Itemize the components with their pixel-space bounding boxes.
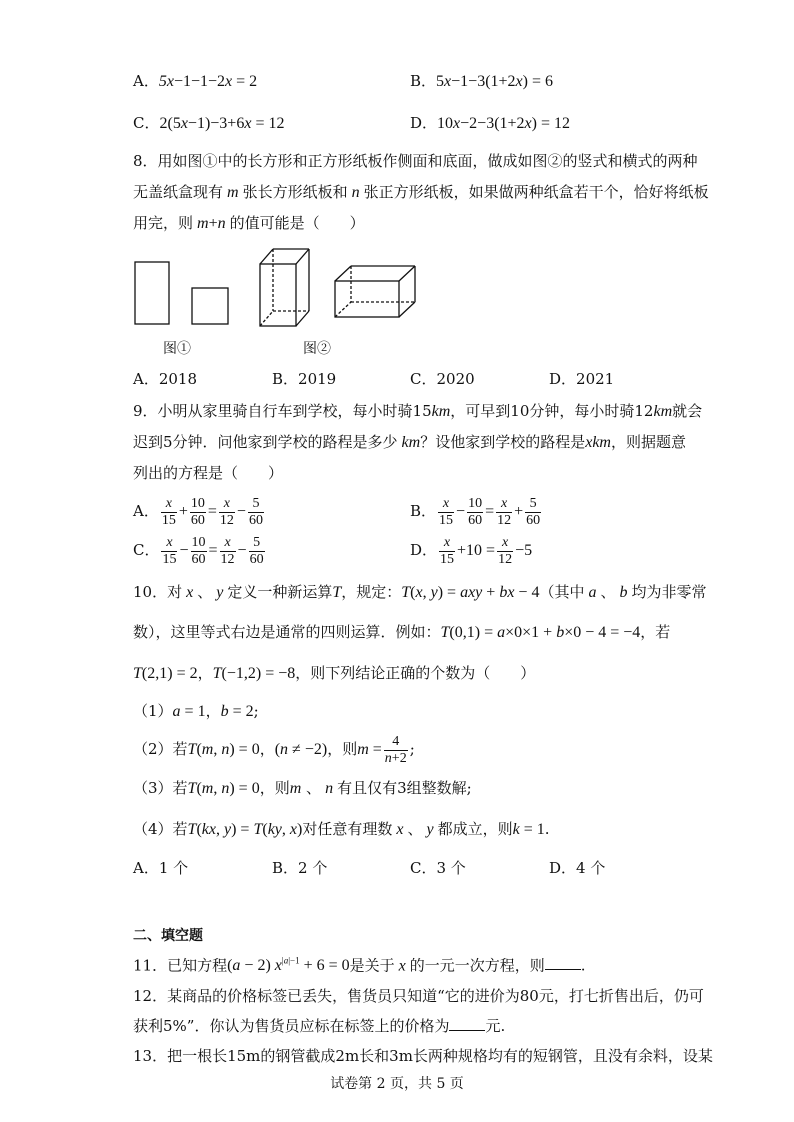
vertical-box (260, 249, 309, 326)
answer-blank[interactable] (545, 955, 581, 970)
q7-option-b: B．5x−1−3(1+2x) = 6 (410, 72, 554, 90)
q7-option-d: D．10x−2−3(1+2x) = 12 (410, 114, 571, 132)
q10-option-b: B．2 个 (272, 859, 328, 877)
rectangle-card (135, 262, 169, 324)
q10-line2: 数），这里等式右边是通常的四则运算．例如：T(0,1) = a×0×1 + b×0 − 4 = −4，若 (133, 623, 671, 641)
answer-blank[interactable] (449, 1016, 485, 1031)
q9-line3: 列出的方程是（ ） (133, 464, 284, 482)
q13-line1: 13．把一根长15m的钢管截成2m长和3m长两种规格均有的短钢管，且没有余料，设某 (133, 1047, 713, 1065)
q8-option-c: C．2020 (410, 370, 475, 388)
q7-option-c: C．2(5x−1)−3+6x = 12 (133, 114, 285, 132)
q8-line3: 用完，则 m+n 的值可能是（ ） (133, 214, 365, 232)
q10-option-c: C．3 个 (410, 859, 466, 877)
q11: 11．已知方程(a − 2) $x^{|a|-1} + 6 = 0$是关于 x 的一元一次方程，则 . (133, 956, 586, 975)
fig1-label: 图① (163, 341, 191, 357)
page-footer: 试卷第 2 页，共 5 页 (330, 1076, 464, 1092)
q7-option-a: A．5x−1−1−2x = 2 (133, 72, 258, 90)
q8-option-d: D．2021 (549, 370, 615, 388)
q10-option-a: A．1 个 (133, 859, 189, 877)
q9-option-c: C． $\frac{x}{15}$ − $\frac{10}{60}$ = $\frac{x}{12}$ − $\frac{5}{60}$ (133, 534, 264, 567)
section-heading: 二、填空题 (133, 928, 203, 944)
q12-line2: 获利5%”．你认为售货员应标在标签上的价格为 元. (133, 1017, 506, 1035)
horizontal-box (335, 266, 415, 317)
q9-line1: 9．小明从家里骑自行车到学校，每小时骑15km，可早到10分钟，每小时骑12km就会 (133, 402, 703, 420)
q10-statement-4: （4）若T(kx, y) = T(ky, x)对任意有理数 x 、 y 都成立，则k = 1. (133, 820, 550, 838)
q9-line2: 迟到5分钟．问他家到学校的路程是多少 km？设他家到学校的路程是xkm，则据题意 (133, 433, 686, 451)
q9-option-b: B． $\frac{x}{15}$ − $\frac{10}{60}$ = $\frac{x}{12}$ + $\frac{5}{60}$ (410, 495, 541, 528)
q10-statement-2: （2）若T(m, n) = 0，(n ≠ −2)，则m = $\frac{4}{n+2}$ ; (133, 733, 415, 766)
q8-option-a: A．2018 (133, 370, 198, 388)
q8-line1: 8．用如图①中的长方形和正方形纸板作侧面和底面，做成如图②的竖式和横式的两种 (133, 152, 698, 170)
q9-option-d: D． $\frac{x}{15}$ +10 = $\frac{x}{12}$ −5 (410, 534, 533, 567)
q8-line2: 无盖纸盒现有 m 张长方形纸板和 n 张正方形纸板，如果做两种纸盒若干个，恰好将纸板 (133, 183, 709, 201)
q9-option-a: A． $\frac{x}{15}$ + $\frac{10}{60}$ = $\frac{x}{12}$ − $\frac{5}{60}$ (133, 495, 263, 528)
square-card (192, 288, 228, 324)
q8-option-b: B．2019 (272, 370, 337, 388)
q10-line3: T(2,1) = 2，T(−1,2) = −8，则下列结论正确的个数为（ ） (133, 664, 536, 682)
q10-statement-3: （3）若T(m, n) = 0，则m 、 n 有且仅有3组整数解; (133, 779, 472, 797)
q12-line1: 12．某商品的价格标签已丢失，售货员只知道“它的进价为80元，打七折售出后，仍可 (133, 987, 704, 1005)
q10-line1: 10．对 x 、 y 定义一种新运算T，规定：T(x, y) = axy + bx − 4（其中 a 、 b 均为非零常 (133, 583, 707, 601)
fig2-label: 图② (303, 341, 331, 357)
q10-statement-1: （1）a = 1，b = 2; (133, 702, 259, 720)
q8-figure (125, 238, 425, 338)
q10-option-d: D．4 个 (549, 859, 606, 877)
